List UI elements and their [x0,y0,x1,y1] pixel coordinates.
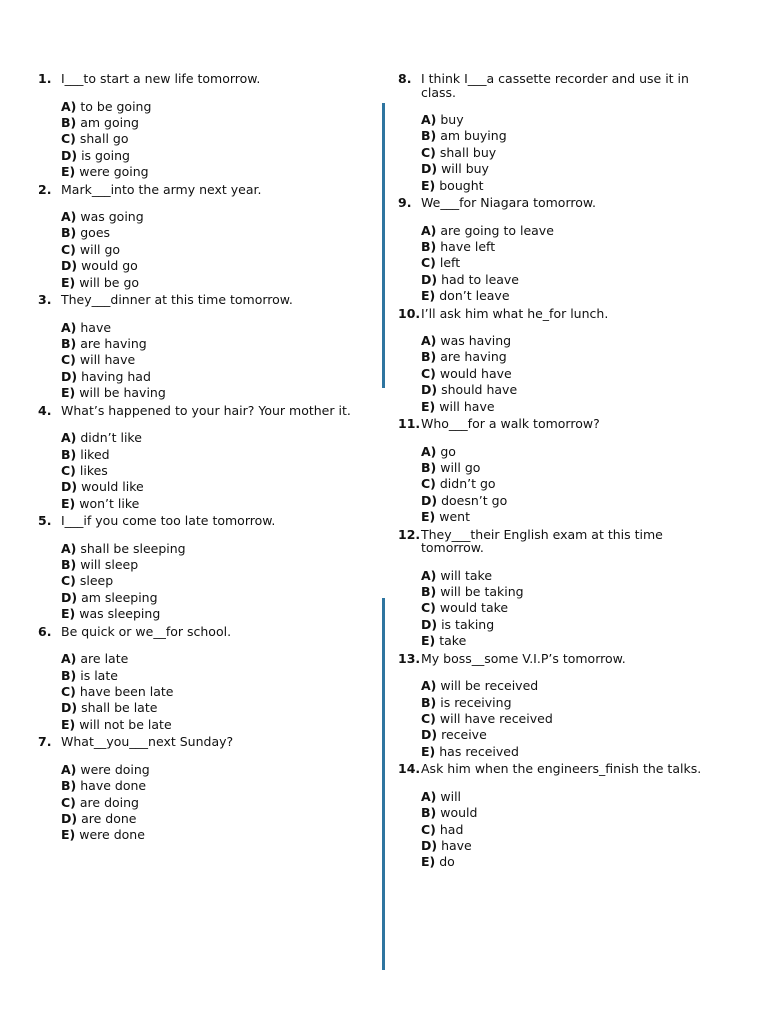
option-text: won’t like [79,495,140,511]
answer-option [61,242,358,258]
answer-option [61,463,358,479]
option-letter: A) [61,319,77,335]
answer-option [421,678,718,694]
question-line [38,514,358,528]
answer-option [61,447,358,463]
option-text: has received [439,743,519,759]
option-text: shall be late [81,700,158,716]
answer-option [61,700,358,716]
option-text: shall buy [439,144,497,160]
option-letter: D) [421,492,438,508]
option-letter: B) [61,667,77,683]
answer-option [421,366,718,382]
option-text: will go [440,460,481,475]
option-letter: E) [421,398,436,414]
option-letter: D) [61,589,78,605]
option-text: am sleeping [81,589,158,605]
question [398,417,718,526]
answer-option [61,573,358,589]
answer-option [421,444,718,460]
option-letter: D) [421,727,438,743]
option-text: will [440,788,462,804]
option-text: had [439,821,464,837]
answer-option [61,668,358,684]
answer-option [421,399,718,415]
option-letter: D) [421,837,438,853]
question-number: 12. [398,526,421,542]
option-text: were going [79,164,149,180]
option-letter: A) [421,222,437,238]
question-line [38,404,358,418]
option-text: will be received [440,678,539,694]
option-letter: B) [421,805,437,821]
answer-option [61,369,358,385]
option-letter: D) [61,700,78,716]
question [398,196,718,305]
answer-options [421,112,718,194]
answer-option [421,255,718,271]
option-letter: A) [61,209,77,225]
answer-option [421,633,718,649]
answer-option [421,854,718,870]
option-letter: B) [421,460,437,475]
answer-option [421,744,718,760]
question-text: I___to start a new life tomorrow. [61,71,261,86]
question-number: 8. [398,71,412,86]
option-text: am buying [440,128,507,144]
question-text: We___for Niagara tomorrow. [421,195,596,211]
answer-option [421,838,718,854]
option-text: were doing [80,761,150,777]
option-text: was going [80,209,144,225]
answer-option [61,778,358,794]
answer-option [61,336,358,352]
answer-options [61,320,358,402]
option-letter: C) [421,710,436,726]
question-number: 13. [398,650,421,666]
answer-option [421,349,718,365]
answer-option [61,651,358,667]
question-number: 3. [38,292,52,308]
answer-option [61,827,358,843]
answer-option [61,385,358,401]
option-text: didn’t like [80,430,142,446]
answer-option [421,112,718,128]
option-letter: A) [421,788,437,804]
option-letter: D) [61,147,78,163]
right-column [398,72,718,873]
answer-option [61,148,358,164]
question [398,528,718,650]
question [38,404,358,513]
option-letter: E) [61,716,76,732]
option-letter: B) [61,114,77,130]
answer-option [61,320,358,336]
answer-option [421,695,718,711]
option-text: is receiving [440,694,512,710]
option-text: would [440,805,478,821]
answer-option [61,496,358,512]
left-column [38,72,358,846]
option-text: would like [81,479,144,495]
answer-options [61,430,358,512]
answer-option [421,493,718,509]
answer-options [421,444,718,526]
answer-option [421,509,718,525]
option-letter: D) [421,382,438,398]
question-number: 6. [38,623,52,639]
option-text: have been late [79,683,174,699]
column-divider-lower [382,598,385,970]
question-line [398,72,718,99]
answer-options [421,333,718,415]
option-letter: C) [61,573,76,589]
option-letter: A) [61,430,77,446]
answer-option [61,762,358,778]
question-text: I’ll ask him what he_for lunch. [421,305,609,321]
option-text: will be having [79,385,166,401]
option-text: was having [440,333,512,349]
answer-option [61,115,358,131]
option-text: doesn’t go [441,492,508,508]
question [398,652,718,761]
question-number: 4. [38,402,52,418]
option-text: had to leave [441,271,520,287]
option-text: shall be sleeping [80,540,186,556]
question-text: I think I___a cassette recorder and use it in class. [421,71,689,100]
option-text: are going to leave [440,222,554,238]
option-letter: D) [61,258,78,274]
answer-option [421,382,718,398]
question-number: 11. [398,416,421,432]
question [398,307,718,416]
option-letter: C) [421,255,436,271]
option-letter: E) [421,743,436,759]
answer-options [421,789,718,871]
option-letter: D) [421,271,438,287]
answer-option [61,209,358,225]
answer-option [61,479,358,495]
option-letter: B) [421,349,437,365]
option-letter: C) [61,352,76,368]
option-text: will go [79,241,121,257]
option-text: will be go [79,274,140,290]
answer-option [421,822,718,838]
answer-options [61,651,358,733]
question [38,72,358,181]
option-text: were done [79,827,145,843]
answer-option [61,606,358,622]
question-text: What__you___next Sunday? [61,734,234,750]
option-text: is late [80,667,118,683]
option-letter: D) [61,479,78,495]
option-text: am going [80,114,139,130]
answer-options [61,541,358,623]
option-text: will not be late [79,716,172,732]
option-text: is taking [441,616,495,632]
answer-options [61,762,358,844]
question-line [398,307,718,321]
question-text: Ask him when the engineers_finish the talks. [421,761,702,777]
question-number: 5. [38,513,52,529]
question-line [398,196,718,210]
answer-option [61,99,358,115]
answer-option [421,617,718,633]
option-letter: C) [61,462,76,478]
answer-option [61,795,358,811]
question [398,762,718,871]
question-text: I___if you come too late tomorrow. [61,513,276,529]
answer-option [421,568,718,584]
question [38,183,358,292]
option-letter: B) [421,584,437,600]
answer-option [421,288,718,304]
answer-option [421,789,718,805]
option-text: was sleeping [79,606,161,622]
question-line [398,652,718,666]
option-letter: B) [61,446,77,462]
question-text: My boss__some V.I.P’s tomorrow. [421,650,626,666]
question [38,514,358,623]
option-letter: B) [421,238,437,254]
option-text: shall go [79,131,129,147]
question-number: 1. [38,71,52,86]
option-letter: E) [61,385,76,401]
option-text: go [440,443,456,459]
option-text: will take [440,567,493,583]
answer-option [61,430,358,446]
option-letter: D) [421,616,438,632]
question-text: Mark___into the army next year. [61,181,262,197]
option-text: take [439,633,467,649]
answer-option [61,164,358,180]
option-text: buy [440,112,464,127]
option-text: would take [439,600,509,616]
question-text: What’s happened to your hair? Your mother it. [61,402,351,418]
question-line [38,735,358,749]
option-letter: E) [61,164,76,180]
option-text: have done [80,778,147,794]
answer-option [421,161,718,177]
question-line [398,762,718,776]
option-letter: C) [421,144,436,160]
question [398,72,718,194]
answer-options [421,568,718,650]
question-text: Who___for a walk tomorrow? [421,416,600,432]
option-letter: C) [61,794,76,810]
question-line [398,417,718,431]
option-text: will have [79,352,136,368]
answer-option [421,476,718,492]
option-letter: C) [421,365,436,381]
question-text: They___their English exam at this time tomorrow. [421,526,663,556]
question-number: 7. [38,734,52,750]
option-letter: B) [421,128,437,144]
column-divider-upper [382,103,385,388]
option-text: receive [441,727,487,743]
option-letter: A) [61,761,77,777]
option-letter: E) [421,177,436,193]
option-letter: B) [61,557,77,573]
option-text: would have [439,365,512,381]
option-letter: A) [421,567,437,583]
option-letter: B) [61,778,77,794]
answer-option [421,727,718,743]
option-text: went [439,509,470,525]
option-letter: D) [421,161,438,177]
answer-option [421,223,718,239]
option-letter: A) [421,678,437,694]
option-text: will have [439,398,495,414]
answer-options [421,223,718,305]
answer-option [421,600,718,616]
option-text: will buy [441,161,489,177]
answer-option [61,541,358,557]
option-letter: C) [421,821,436,837]
option-letter: C) [421,476,436,492]
answer-option [421,239,718,255]
option-text: left [439,255,461,271]
answer-options [61,99,358,181]
question-number: 9. [398,195,412,211]
question [38,293,358,402]
answer-option [61,275,358,291]
option-letter: E) [61,274,76,290]
option-text: would go [81,258,138,274]
question-text: They___dinner at this time tomorrow. [61,292,293,308]
question-line [38,183,358,197]
answer-options [61,209,358,291]
question [38,735,358,844]
option-letter: B) [61,335,77,351]
option-letter: B) [61,225,77,241]
answer-option [61,684,358,700]
question-number: 10. [398,305,421,321]
option-text: will sleep [80,557,139,573]
question-line [398,528,718,555]
option-text: are doing [79,794,139,810]
option-text: to be going [80,98,152,114]
answer-option [421,145,718,161]
option-text: sleep [79,573,114,589]
option-letter: B) [421,694,437,710]
option-text: goes [80,225,111,241]
option-letter: D) [61,368,78,384]
answer-option [421,128,718,144]
option-letter: C) [421,600,436,616]
answer-option [421,272,718,288]
option-letter: C) [61,683,76,699]
option-letter: A) [421,112,437,127]
option-letter: E) [421,854,436,870]
question-text: Be quick or we__for school. [61,623,232,639]
answer-options [421,678,718,760]
answer-option [421,805,718,821]
option-text: don’t leave [439,288,510,304]
answer-option [61,352,358,368]
answer-option [61,557,358,573]
option-text: do [439,854,455,870]
answer-option [421,178,718,194]
option-letter: E) [61,606,76,622]
answer-option [61,590,358,606]
question-line [38,72,358,86]
option-letter: E) [61,495,76,511]
option-text: is going [81,147,130,163]
option-text: will be taking [440,584,524,600]
answer-option [61,258,358,274]
option-letter: E) [421,288,436,304]
option-text: liked [80,446,110,462]
question-number: 14. [398,761,421,777]
option-letter: D) [61,810,78,826]
option-letter: A) [421,443,437,459]
option-letter: A) [421,333,437,349]
option-text: have [80,319,112,335]
question [38,625,358,734]
option-letter: C) [61,241,76,257]
option-text: are late [80,651,129,667]
answer-option [421,333,718,349]
question-line [38,293,358,307]
option-letter: A) [61,540,77,556]
answer-option [61,225,358,241]
answer-option [61,131,358,147]
option-text: will have received [439,710,553,726]
option-letter: A) [61,651,77,667]
option-letter: A) [61,98,77,114]
answer-option [61,717,358,733]
option-text: likes [79,462,108,478]
answer-option [421,584,718,600]
option-letter: C) [61,131,76,147]
option-text: have [441,837,472,853]
question-line [38,625,358,639]
option-letter: E) [61,827,76,843]
option-text: should have [441,382,518,398]
option-text: having had [81,368,151,384]
option-text: didn’t go [439,476,496,492]
option-text: bought [439,177,484,193]
answer-option [61,811,358,827]
option-text: are done [81,810,137,826]
option-text: have left [440,238,496,254]
option-letter: E) [421,633,436,649]
answer-option [421,460,718,476]
option-letter: E) [421,509,436,525]
option-text: are having [80,335,147,351]
option-text: are having [440,349,507,365]
answer-option [421,711,718,727]
question-number: 2. [38,181,52,197]
